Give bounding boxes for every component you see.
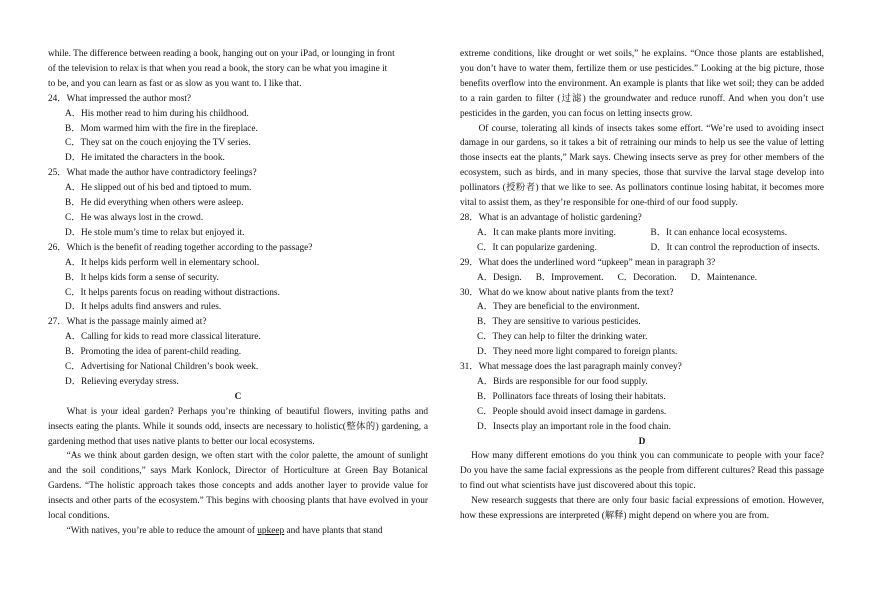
question-31-option-d: D．Insects play an important role in the food chain.	[477, 421, 671, 432]
question-31-option-a: A．Birds are responsible for our food supply.	[477, 376, 648, 387]
question-27-option-d: D．Relieving everyday stress.	[65, 376, 179, 387]
question-29-option-d: D．Maintenance.	[690, 272, 758, 283]
question-28-option-b: B．It can enhance local ecosystems.	[650, 227, 788, 238]
section-c-heading: C	[234, 391, 242, 402]
question-27-option-b: B．Promoting the idea of parent-child reading.	[65, 347, 242, 358]
question-26-option-d: D．It helps adults find answers and rules.	[65, 302, 222, 313]
question-24-option-a: A．His mother read to him during his childhood.	[65, 108, 249, 119]
passage-c-paragraph-3-cont: extreme conditions, like drought or wet soils,” he explains. “Once those plants are established, you don’t have to water them, fertilize them or use pesticides.” Looking at the big picture, those benefits overflow into the environment. An example is plants that like wet soil; they can be added to a rain garden to filter (过滤) the groundwater and reduce runoff. And when you don’t use pesticides in the garden, you can focus on letting insects grow.	[460, 49, 824, 119]
question-25-option-a: A．He slipped out of his bed and tiptoed to mum.	[65, 183, 252, 194]
intro-line: while. The difference between reading a book, hanging out on your iPad, or lounging in front	[48, 49, 395, 59]
question-24-option-c: C．They sat on the couch enjoying the TV series.	[65, 138, 251, 149]
question-24-stem: 24．What impressed the author most?	[48, 93, 192, 104]
question-24-option-d: D．He imitated the characters in the book.	[65, 153, 225, 164]
question-30-option-b: B．They are sensitive to various pesticides.	[477, 317, 641, 328]
question-25-option-b: B．He did everything when others were asleep.	[65, 198, 244, 209]
question-26-option-c: C．It helps parents focus on reading without distractions.	[65, 287, 280, 298]
intro-line: of the television to relax is that when you read a book, the story can be what you imagine it	[48, 63, 388, 74]
question-27-stem: 27．What is the passage mainly aimed at?	[48, 317, 207, 328]
paragraph-3-text: “With natives, you’re able to reduce the amount of	[66, 526, 258, 536]
section-d-heading: D	[638, 436, 646, 447]
question-26-option-b: B．It helps kids form a sense of security.	[65, 272, 219, 283]
question-26-option-a: A．It helps kids perform well in elementary school.	[65, 257, 260, 268]
passage-d-paragraph-1: How many different emotions do you think you can communicate to people with your face? Do you have the same facial expressions as the people from different cultures? Read this passage to find out what scientists have just discovered about this topic.	[460, 451, 824, 492]
question-26-stem: 26．Which is the benefit of reading together according to the passage?	[48, 242, 313, 253]
question-29-option-c: C．Decoration.	[617, 272, 677, 283]
question-30-stem: 30．What do we know about native plants from the text?	[460, 287, 674, 298]
question-30-option-d: D．They need more light compared to foreign plants.	[477, 347, 678, 358]
intro-line: to be, and you can learn as fast or as slow as you want to. I like that.	[48, 78, 302, 89]
question-31-option-b: B．Pollinators face threats of losing their habitats.	[477, 391, 666, 402]
passage-d-paragraph-2: New research suggests that there are only four basic facial expressions of emotion. However, how these expressions are interpreted (解释) might depend on where you are from.	[460, 496, 824, 522]
question-24-option-b: B．Mom warmed him with the fire in the fireplace.	[65, 123, 258, 134]
left-column	[48, 47, 428, 539]
question-28-option-d: D．It can control the reproduction of insects.	[650, 242, 820, 253]
question-30-option-a: A．They are beneficial to the environment.	[477, 302, 640, 313]
question-28-options-row-2	[460, 241, 824, 256]
question-29-option-a: A．Design.	[477, 272, 522, 283]
question-25-option-c: C．He was always lost in the crowd.	[65, 212, 204, 223]
passage-c-paragraph-1: What is your ideal garden? Perhaps you’re thinking of beautiful flowers, inviting paths and insects eating the plants. While it sounds odd, insects are necessary to holistic(整体的) gardening, a gardening method that uses native plants to better our local ecosystems.	[48, 406, 428, 447]
question-31-stem: 31．What message does the last paragraph mainly convey?	[460, 362, 682, 373]
question-25-stem: 25．What made the author have contradictory feelings?	[48, 168, 257, 179]
question-31-option-c: C．People should avoid insect damage in gardens.	[477, 406, 667, 417]
passage-c-paragraph-4: Of course, tolerating all kinds of insects takes some effort. “We’re used to avoiding insect damage in our gardens, so it takes a bit of retraining our minds to help us see the value of letting those insects eat the plants,” Mark says. Chewing insects serve as prey for other members of the ecosystem, such as birds, and in many species, those that survive the larval stage develop into pollinators (授粉者) that we like to see. As pollinators continue losing habitat, it becomes more vital to assist them, as they’re responsible for one-third of our food supply.	[460, 123, 824, 209]
question-27-option-a: A．Calling for kids to read more classical literature.	[65, 332, 261, 343]
question-27-option-c: C．Advertising for National Children’s book week.	[65, 362, 259, 373]
passage-c-paragraph-3	[48, 524, 428, 539]
question-28-options-row-1	[460, 226, 824, 241]
question-28-option-c: C．It can popularize gardening.	[477, 242, 597, 253]
right-column	[460, 47, 824, 524]
question-28-option-a: A．It can make plants more inviting.	[477, 227, 616, 238]
question-25-option-d: D．He stole mum’s time to relax but enjoyed it.	[65, 227, 245, 238]
passage-c-paragraph-2: “As we think about garden design, we often start with the color palette, the amount of sunlight and the soil conditions,” says Mark Konlock, Director of Horticulture at Green Bay Botanical Gardens. “The holistic approach takes those concepts and adds another layer to provide value for insects and other parts of the ecosystem.” This begins with choosing plants that have evolved in your local conditions.	[48, 451, 428, 522]
question-29-stem: 29．What does the underlined word “upkeep” mean in paragraph 3?	[460, 257, 716, 268]
question-29-options	[460, 271, 824, 286]
question-28-stem: 28．What is an advantage of holistic gardening?	[460, 212, 642, 223]
question-30-option-c: C．They can help to filter the drinking water.	[477, 332, 648, 343]
question-29-option-b: B．Improvement.	[535, 272, 604, 283]
paragraph-3-text-end: and have plants that stand	[284, 526, 383, 536]
underlined-word-upkeep: upkeep	[257, 526, 285, 536]
